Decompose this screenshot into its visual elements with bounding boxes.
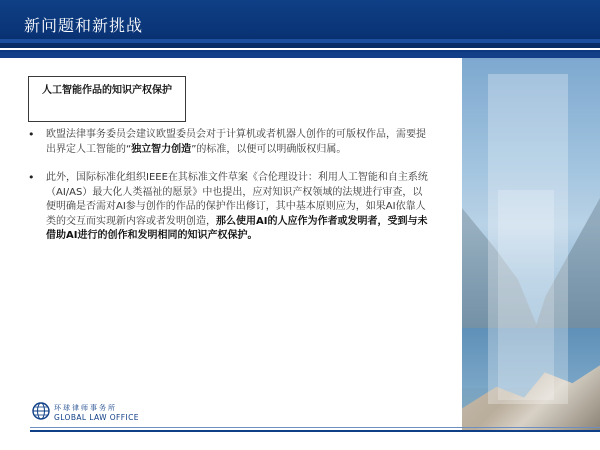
bullet-dot-icon: • bbox=[28, 128, 35, 141]
brand-name-cn: 环球律师事务所 bbox=[54, 404, 117, 412]
bullet-emphasis: 那么使用AI的人应作为作者或发明者，受到与未借助AI进行的创作和发明相同的知识产权保护。 bbox=[46, 215, 428, 241]
bullet-text: 此外，国际标准化组织IEEE在其标准文件草案《合伦理设计：利用人工智能和自主系统（AI/AS）最大化人类福祉的愿景》中也提出，应对知识产权领域的法规进行审查，以便明确是否需对AI参与创作的作品的保护作出修订，其中基本原则应为，如果AI依靠人类的交互而实现新内容或者发明创造，那么使用AI的人应作为作者或发明者，受到与未借助AI进行的创作和发明相同的知识产权保护。 bbox=[46, 172, 428, 241]
bullet-list bbox=[28, 128, 428, 258]
header-stripe bbox=[0, 39, 600, 43]
topic-text: 人工智能作品的知识产权保护 bbox=[42, 85, 172, 96]
globe-icon bbox=[32, 402, 50, 420]
page-title: 新问题和新挑战 bbox=[24, 16, 144, 35]
bullet-item-1 bbox=[28, 128, 428, 157]
brand-name-en: GLOBAL LAW OFFICE bbox=[54, 413, 139, 422]
bullet-item-2 bbox=[28, 171, 428, 244]
bullet-emphasis: 独立智力创造 bbox=[131, 143, 192, 155]
photo-overlay-panel-inner bbox=[498, 190, 554, 400]
bullet-dot-icon: • bbox=[28, 171, 35, 184]
footer-line-thin bbox=[30, 427, 600, 428]
decorative-photo bbox=[462, 58, 600, 430]
bullet-text: 欧盟法律事务委员会建议欧盟委员会对于计算机或者机器人创作的可版权作品，需要提出界定人工智能的“独立智力创造”的标准，以便可以明确版权归属。 bbox=[46, 129, 426, 155]
header-bar bbox=[0, 0, 600, 48]
topic-box bbox=[28, 76, 186, 122]
footer-line bbox=[30, 430, 600, 432]
